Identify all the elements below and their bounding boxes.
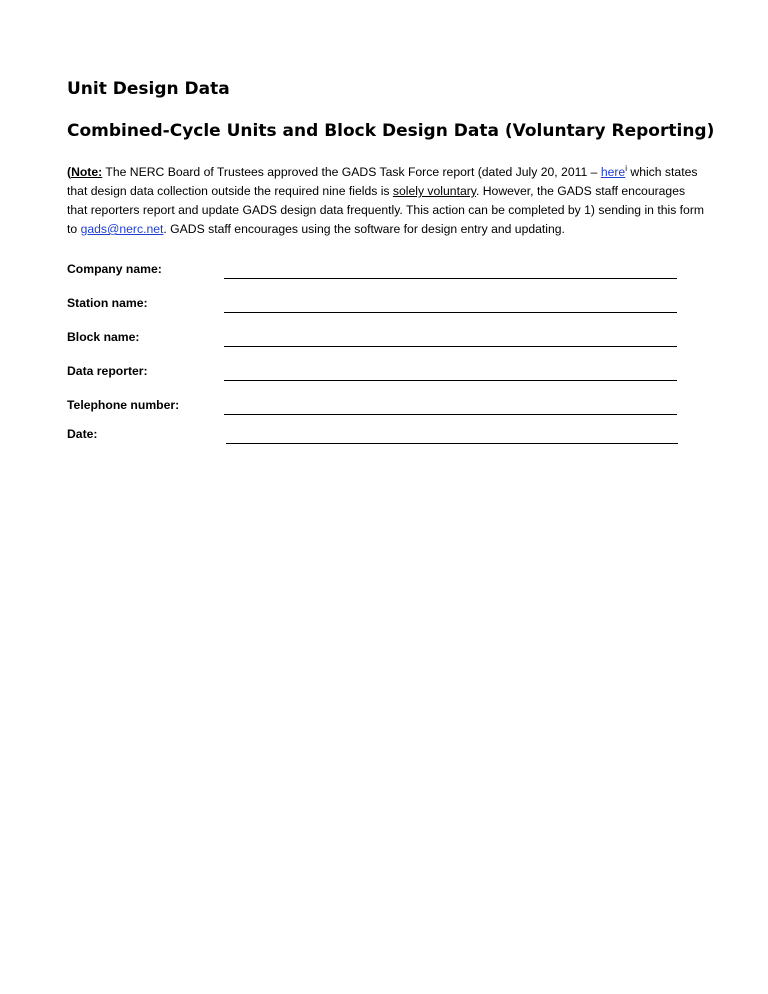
date-field <box>67 427 682 449</box>
note-open-paren: ( <box>67 165 72 179</box>
telephone-number-label: Telephone number: <box>67 398 180 412</box>
company-name-input[interactable] <box>224 278 677 279</box>
data-reporter-field <box>67 364 682 386</box>
note-paragraph <box>67 163 707 239</box>
note-text-3: . However, the GADS staff encourages that reporters report and update GADS design data frequently. This action can be completed by 1) sending in this form to <box>67 184 705 236</box>
note-label-text: Note: <box>71 165 103 179</box>
station-name-label: Station name: <box>67 296 148 310</box>
page-subtitle: Combined-Cycle Units and Block Design Data (Voluntary Reporting) <box>67 121 715 141</box>
telephone-number-field <box>67 398 682 420</box>
note-text-4: . GADS staff encourages using the software for design entry and updating. <box>163 222 565 236</box>
page-title: Unit Design Data <box>67 79 230 99</box>
company-name-label: Company name: <box>67 262 162 276</box>
block-name-input[interactable] <box>224 346 677 347</box>
block-name-field <box>67 330 682 352</box>
company-name-field <box>67 262 682 284</box>
block-name-label: Block name: <box>67 330 140 344</box>
date-label: Date: <box>67 427 98 441</box>
solely-voluntary-text: solely voluntary <box>392 184 476 198</box>
note-label <box>67 165 102 179</box>
footnote-mark: i <box>625 163 627 173</box>
email-link[interactable]: gads@nerc.net <box>80 222 164 236</box>
here-link[interactable]: here <box>600 165 626 179</box>
note-text-1: The NERC Board of Trustees approved the GADS Task Force report (dated July 20, 2011 – <box>102 165 601 179</box>
date-input[interactable] <box>226 443 678 444</box>
telephone-number-input[interactable] <box>224 414 677 415</box>
station-name-field <box>67 296 682 318</box>
data-reporter-input[interactable] <box>224 380 677 381</box>
data-reporter-label: Data reporter: <box>67 364 148 378</box>
station-name-input[interactable] <box>224 312 677 313</box>
note-text-2: which states that design data collection outside the required nine fields is <box>67 165 698 198</box>
